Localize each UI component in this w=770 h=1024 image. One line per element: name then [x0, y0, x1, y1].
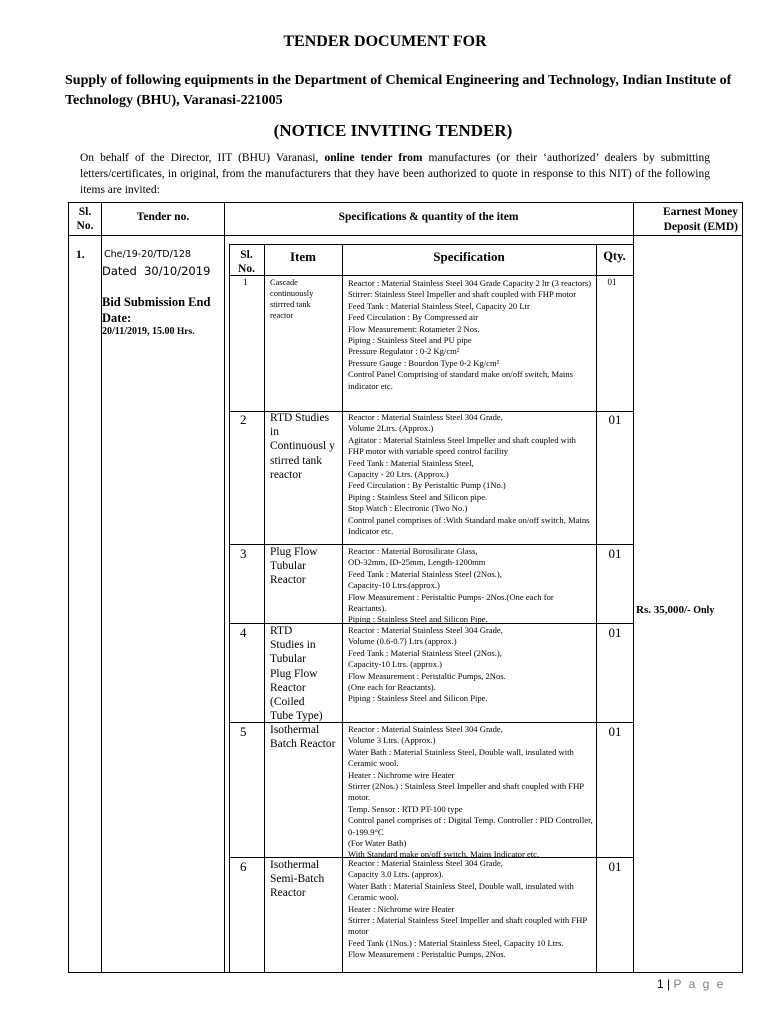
item-quantity: 01	[608, 625, 622, 640]
intro-text-bold: online tender from	[324, 152, 423, 164]
item-quantity: 01	[608, 412, 622, 427]
bid-hrs-label: Hrs.	[174, 327, 195, 337]
emd-amount	[636, 604, 714, 616]
page-label: P a g e	[673, 977, 726, 991]
table-divider	[633, 202, 634, 973]
item-number: 1	[243, 277, 248, 287]
item-specification: Reactor : Material Stainless Steel 304 Grade Capacity 2 ltr (3 reactors) Stirrer: Stainless Steel Impeller and shaft coupled with FHP motor Feed Tank : Material Stainless Steel, Capacity 20 Ltr Feed Circulation : By Compressed air Flow Measurement: Rotameter 2 Nos. Piping : Stainless Steel and PU pipe Pressure Regulator : 0-2 Kg/cm² Pressure Gauge : Bourdon Type 0-2 Kg/cm² Control Panel Comprising of standard make on/off switch, Mains indicator etc.	[348, 278, 592, 391]
page-separator: |	[663, 977, 674, 991]
item-number: 6	[240, 859, 247, 874]
intro-text-1: On behalf of the Director, IIT (BHU) Varanasi,	[80, 152, 325, 164]
tender-number: Che/19-20/TD/128	[104, 249, 191, 260]
item-name: Isothermal Batch Reactor	[270, 724, 336, 751]
item-name: RTD Studies in Continuousl y stirred tank reactor	[270, 412, 335, 481]
item-specification: Reactor : Material Stainless Steel 304 Grade, Capacity 3.0 Ltrs. (approx). Water Bath : Material Stainless Steel, Double wall, insulated with Ceramic wool. Heater : Nichrome wire Heater Stirrer : Material Stainless Steel Impeller and shaft coupled with FHP motor Feed Tank (1Nos.) : Material Stainless Steel, Capacity 10 Ltrs. Flow Measurement : Peristaltic Pumps, 2Nos.	[348, 858, 587, 960]
header-emd: Earnest Money Deposit (EMD)	[662, 206, 738, 233]
item-number: 5	[240, 724, 247, 739]
emd-only-label: Only	[690, 605, 715, 616]
item-specification: Reactor : Material Stainless Steel 304 Grade, Volume 2Ltrs. (Approx.) Agitator : Material Stainless Steel Impeller and shaft coupled with FHP motor with variable speed control facility Feed Tank : Material Stainless Steel, Capacity - 20 Ltrs. (Approx.) Feed Circulation : By Peristaltic Pump (1No.) Piping : Stainless Steel and Silicon pipe. Stop Watch : Electronic (Two No.) Control panel comprises of :With Standard make on/off switch, Mains Indicator etc.	[348, 412, 590, 537]
item-specification: Reactor : Material Borosilicate Glass, OD-32mm, ID-25mm, Length-1200mm Feed Tank : Material Stainless Steel (2Nos.), Capacity-10 Ltrs.(approx.) Flow Measurement : Peristaltic Pumps- 2Nos.(One each for Reactants). Piping : Stainless Steel and Silicon Pipe.	[348, 546, 554, 625]
inner-divider	[264, 244, 265, 973]
row-sl-no: 1.	[76, 249, 85, 261]
bid-submission-label: Bid Submission End Date:	[102, 295, 211, 325]
item-specification: Reactor : Material Stainless Steel 304 Grade, Volume 3 Ltrs. (Approx.) Water Bath : Material Stainless Steel, Double wall, insulated with Ceramic wool. Heater : Nichrome wire Heater Stirrer (2Nos.) : Stainless Steel Impeller and shaft coupled with FHP motor. Temp. Sensor : RTD PT-100 type Control panel comprises of : Digital Temp. Controller : PID Controller, 0-199.9°C (For Water Bath) With Standard make on/off switch, Mains Indicator etc.	[348, 724, 593, 860]
inner-header-item: Item	[290, 249, 316, 264]
notice-heading: (NOTICE INVITING TENDER)	[273, 121, 513, 140]
tender-date: Dated 30/10/2019	[102, 264, 211, 278]
item-name: Isothermal Semi-Batch Reactor	[270, 859, 325, 900]
document-title: TENDER DOCUMENT FOR	[283, 33, 487, 50]
table-divider	[68, 235, 743, 236]
inner-divider	[229, 275, 633, 276]
item-number: 2	[240, 412, 247, 427]
header-tender-no: Tender no.	[136, 211, 190, 223]
item-number: 4	[240, 625, 247, 640]
bid-date-value: 20/11/2019, 15.00	[102, 326, 175, 337]
item-name: Cascade continuously stirrred tank reactor	[270, 278, 314, 320]
inner-divider	[229, 244, 230, 973]
item-quantity: 01	[608, 859, 622, 874]
emd-value: Rs. 35,000/-	[636, 604, 691, 616]
intro-paragraph	[80, 150, 710, 198]
intro-text-2: manufactures (or their ‘authorized’ dealers by submitting letters/certificates, in original, from the manufacturers that they have been authorized to quote in response to this NIT) of the following items are invited:	[80, 152, 711, 196]
header-specifications: Specifications & quantity of the item	[338, 211, 519, 223]
header-sl-no: Sl. No.	[76, 206, 94, 232]
item-number: 3	[240, 546, 247, 561]
page-footer	[657, 977, 725, 991]
inner-header-specification: Specification	[433, 249, 505, 264]
item-quantity: 01	[608, 724, 622, 739]
inner-divider	[229, 244, 633, 245]
inner-header-sl-no: Sl. No.	[238, 249, 255, 275]
item-quantity: 01	[608, 546, 622, 561]
inner-divider	[596, 244, 597, 973]
page-number: 1	[657, 977, 664, 991]
bid-submission-date	[102, 326, 195, 337]
table-divider	[224, 202, 225, 973]
inner-divider	[342, 244, 343, 973]
item-name: Plug Flow Tubular Reactor	[270, 546, 318, 587]
item-specification: Reactor : Material Stainless Steel 304 Grade, Volume (0.6-0.7) Ltrs (approx.) Feed Tank : Material Stainless Steel (2Nos.), Capacity-10 Ltrs. (approx.) Flow Measurement : Peristaltic Pumps, 2Nos. (One each for Reactants). Piping : Stainless Steel and Silicon Pipe.	[348, 625, 506, 704]
item-name: RTD Studies in Tubular Plug Flow Reactor (Coiled Tube Type)	[270, 625, 323, 723]
item-quantity: 01	[607, 277, 617, 287]
tender-subject: Supply of following equipments in the Department of Chemical Engineering and Technology, Indian Institute of Technology (BHU), Varanasi-221005	[65, 73, 732, 108]
inner-header-qty: Qty.	[603, 249, 626, 263]
